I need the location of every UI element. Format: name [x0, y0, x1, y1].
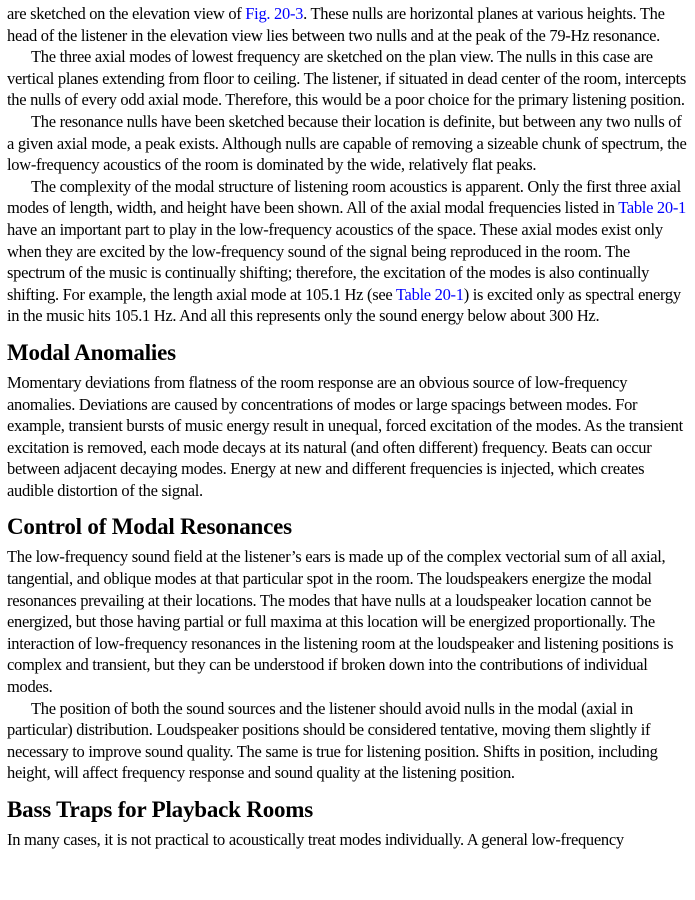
- text-run: have an important part to play in the low-frequency acoustics of the space. These axial modes exist only when they are excited by the low-frequency sound of the signal being reproduced in the room. The spectrum of the music is continually shifting; therefore, the excitation of the modes is also continually shifting. For example, the length axial mode at 105.1 Hz (see: [7, 219, 663, 304]
- table-20-1-link-1[interactable]: Table 20-1: [618, 198, 686, 218]
- heading-control-of-modal-resonances: Control of Modal Resonances: [7, 514, 292, 540]
- paragraph-axial-modes: The three axial modes of lowest frequency are sketched on the plan view. The nulls in this case are vertical planes extending from floor to ceiling. The listener, if situated in dead center of the room, intercepts the nulls of every odd axial mode. Therefore, this would be a poor choice for the primary listening position.: [7, 47, 686, 110]
- paragraph-control-body: The low-frequency sound field at the listener’s ears is made up of the complex vectorial sum of all axial, tangential, and oblique modes at that particular spot in the room. The loudspeakers energize the modal resonances prevailing at their locations. The modes that have nulls at a loudspeaker location cannot be energized, but those having partial or full maxima at this location will be energized proportionally. The interaction of low-frequency resonances in the listening room at the loudspeaker and listening positions is complex and transient, but they can be understood if broken down into the contributions of individual modes.: [7, 547, 674, 697]
- paragraph-bass-traps-body: In many cases, it is not practical to acoustically treat modes individually. A general low-frequency: [7, 830, 624, 849]
- text-run: . These nulls are horizontal planes at various heights. The head of the listener in the elevation view lies between two nulls and at the peak of the 79-Hz resonance.: [7, 4, 665, 45]
- table-20-1-link-2[interactable]: Table 20-1: [395, 284, 464, 304]
- heading-bass-traps: Bass Traps for Playback Rooms: [7, 797, 314, 822]
- heading-modal-anomalies: Modal Anomalies: [7, 339, 176, 365]
- text-run: ) is excited only as spectral energy in the music hits 105.1 Hz. And all this represents only the sound energy below about 300 Hz.: [7, 284, 681, 326]
- text-run: are sketched on the elevation view of: [7, 4, 246, 23]
- text-run: The complexity of the modal structure of listening room acoustics is apparent. Only the first three axial modes of length, width, and height have been shown. All of the axial modal frequencies listed in: [7, 176, 681, 218]
- fig-20-3-link[interactable]: Fig. 20-3: [245, 4, 304, 23]
- paragraph-position-advice: The position of both the sound sources and the listener should avoid nulls in the modal (axial in particular) distribution. Loudspeaker positions should be considered tentative, moving them slightly if necessary to improve sound quality. The same is true for listening position. Shifts in position, including height, will affect frequency response and sound quality at the listening position.: [7, 698, 658, 783]
- paragraph-modal-anomalies-body: Momentary deviations from flatness of the room response are an obvious source of low-frequency anomalies. Deviations are caused by concentrations of modes or large spacings between modes. For example, transient bursts of music energy result in unequal, forced excitation of the modes. As the transient excitation is removed, each mode decays at its natural (and often different) frequency. Beats can occur between adjacent decaying modes. Energy at new and different frequencies is injected, which creates audible distortion of the signal.: [7, 372, 683, 500]
- paragraph-resonance-nulls: The resonance nulls have been sketched because their location is definite, but between any two nulls of a given axial mode, a peak exists. Although nulls are capable of removing a sizeable chunk of spectrum, the low-frequency acoustics of the room is dominated by the wide, relatively flat peaks.: [7, 111, 687, 175]
- paragraph-continuation: [7, 3, 689, 46]
- paragraph-modal-complexity: [7, 176, 689, 327]
